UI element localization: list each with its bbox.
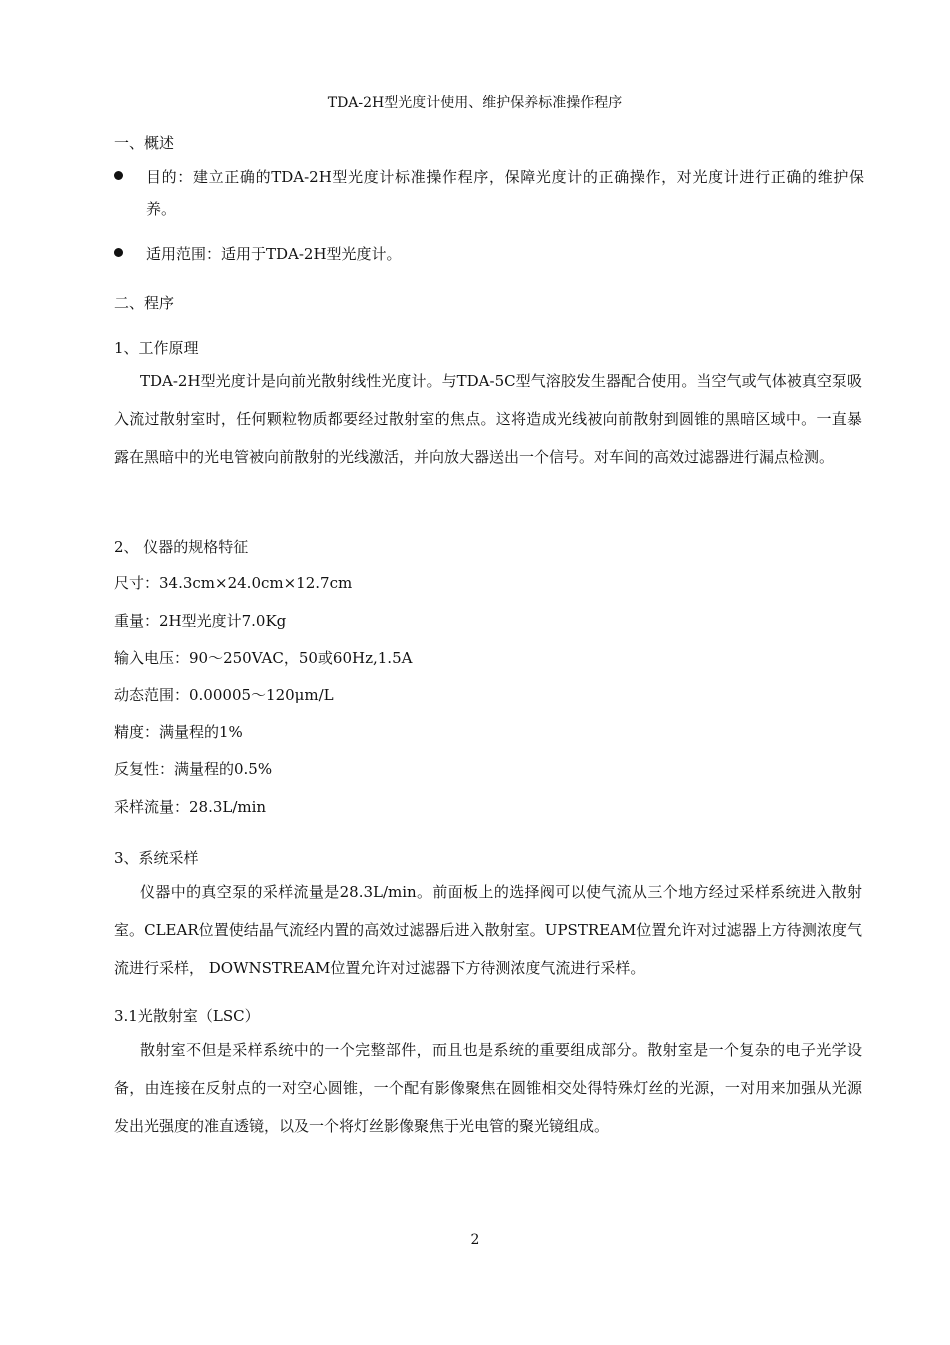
spec-sample-flow: 采样流量：28.3L/min bbox=[114, 798, 267, 816]
section-heading-overview: 一、概述 bbox=[114, 134, 175, 152]
section-heading-procedure: 二、程序 bbox=[114, 294, 175, 312]
spec-dynamic-range: 动态范围：0.00005～120μm/L bbox=[114, 686, 334, 704]
paragraph-principle: TDA-2H型光度计是向前光散射线性光度计。与TDA-5C型气溶胶发生器配合使用。当空气或气体被真空泵吸入流过散射室时，任何颗粒物质都要经过散射室的焦点。这将造成光线被向前散射到圆锥的黑暗区域中。一直暴露在黑暗中的光电管被向前散射的光线激活，并向放大器送出一个信号。对车间的高效过滤器进行漏点检测。 bbox=[114, 372, 862, 466]
spec-accuracy: 精度：满量程的1% bbox=[114, 723, 243, 741]
spec-weight: 重量：2H型光度计7.0Kg bbox=[114, 612, 287, 630]
spec-repeatability: 反复性：满量程的0.5% bbox=[114, 760, 273, 778]
spec-input-voltage: 输入电压：90～250VAC，50或60Hz,1.5A bbox=[114, 649, 413, 667]
paragraph-lsc: 散射室不但是采样系统中的一个完整部件，而且也是系统的重要组成部分。散射室是一个复杂的电子光学设备，由连接在反射点的一对空心圆锥，一个配有影像聚焦在圆锥相交处得特殊灯丝的光源，一对用来加强从光源发出光强度的准直透镜，以及一个将灯丝影像聚焦于光电管的聚光镜组成。 bbox=[114, 1041, 862, 1135]
subsection-heading-sampling: 3、系统采样 bbox=[114, 849, 199, 867]
bullet-item-purpose bbox=[114, 166, 864, 230]
bullet-text: 适用范围：适用于TDA-2H型光度计。 bbox=[146, 245, 402, 263]
subsection-heading-lsc: 3.1光散射室（LSC） bbox=[114, 1007, 260, 1025]
subsection-heading-principle: 1、工作原理 bbox=[114, 339, 199, 357]
paragraph-sampling: 仪器中的真空泵的采样流量是28.3L/min。前面板上的选择阀可以使气流从三个地方经过采样系统进入散射室。CLEAR位置使结晶气流经内置的高效过滤器后进入散射室。UPSTREAM位置允许对过滤器上方待测浓度气流进行采样， DOWNSTREAM位置允许对过滤器下方待测浓度气流进行采样。 bbox=[114, 883, 862, 977]
spec-dimensions: 尺寸：34.3cm×24.0cm×12.7cm bbox=[114, 574, 353, 592]
bullet-item-scope bbox=[114, 243, 864, 275]
bullet-text: 目的：建立正确的TDA-2H型光度计标准操作程序，保障光度计的正确操作，对光度计进行正确的维护保养。 bbox=[146, 168, 864, 218]
bullet-dot-icon bbox=[114, 171, 123, 180]
page-number: 2 bbox=[470, 1232, 480, 1248]
subsection-heading-specs: 2、 仪器的规格特征 bbox=[114, 538, 249, 556]
document-title: TDA-2H型光度计使用、维护保养标准操作程序 bbox=[327, 95, 623, 111]
bullet-dot-icon bbox=[114, 248, 123, 257]
